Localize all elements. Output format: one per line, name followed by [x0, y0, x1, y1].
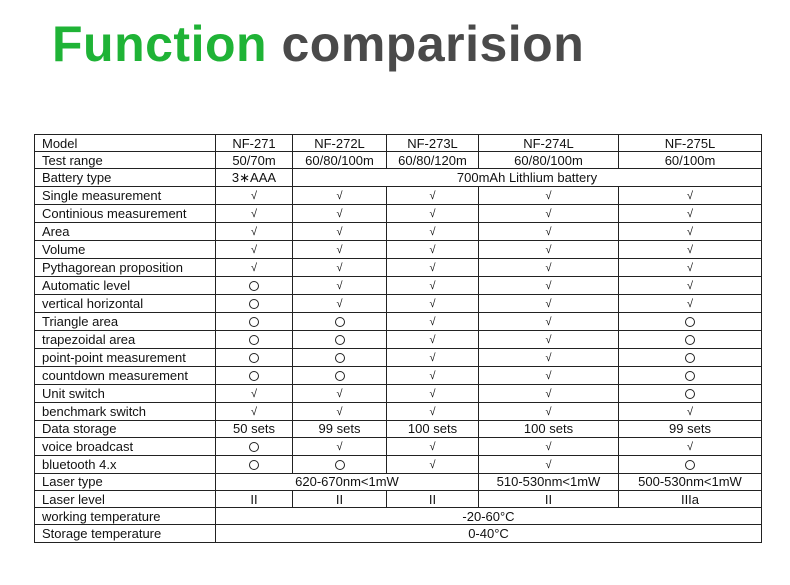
table-row: [35, 222, 762, 240]
table-cell: 60/80/100m: [293, 152, 387, 169]
table-cell: 100 sets: [479, 420, 619, 437]
supported-cell: [293, 384, 387, 402]
column-header-nf-273l: NF-273L: [387, 135, 479, 152]
column-header-nf-272l: NF-272L: [293, 135, 387, 152]
table-row: [35, 312, 762, 330]
table-cell: 99 sets: [619, 420, 762, 437]
check-icon: √: [686, 207, 694, 220]
supported-cell: [479, 312, 619, 330]
check-icon: √: [336, 243, 343, 256]
check-icon: √: [686, 225, 694, 238]
supported-cell: [387, 366, 479, 384]
check-icon: √: [336, 440, 343, 453]
table-cell: 60/80/100m: [479, 152, 619, 169]
check-icon: √: [429, 189, 436, 202]
check-icon: √: [545, 440, 552, 453]
table-row: [35, 204, 762, 222]
supported-cell: [619, 240, 762, 258]
circle-icon: [685, 460, 695, 470]
table-row: [35, 240, 762, 258]
unsupported-cell: [216, 312, 293, 330]
check-icon: √: [545, 351, 552, 364]
row-label: point-point measurement: [35, 348, 216, 366]
unsupported-cell: [216, 455, 293, 473]
table-cell: 0-40°C: [216, 525, 762, 542]
check-icon: √: [336, 225, 343, 238]
check-icon: √: [250, 405, 258, 418]
check-icon: √: [250, 225, 258, 238]
check-icon: √: [250, 261, 258, 274]
row-label: Test range: [35, 152, 216, 169]
supported-cell: [293, 186, 387, 204]
table-row: [35, 525, 762, 542]
check-icon: √: [336, 261, 343, 274]
header-row: [35, 135, 762, 152]
row-label: Laser type: [35, 473, 216, 490]
check-icon: √: [545, 261, 552, 274]
unsupported-cell: [619, 455, 762, 473]
check-icon: √: [686, 405, 694, 418]
table-cell: -20-60°C: [216, 508, 762, 525]
supported-cell: [479, 294, 619, 312]
supported-cell: [387, 276, 479, 294]
row-label: Continious measurement: [35, 204, 216, 222]
supported-cell: [479, 366, 619, 384]
unsupported-cell: [216, 437, 293, 455]
check-icon: √: [250, 243, 258, 256]
supported-cell: [479, 222, 619, 240]
row-label: Single measurement: [35, 186, 216, 204]
check-icon: √: [336, 387, 343, 400]
unsupported-cell: [293, 330, 387, 348]
supported-cell: [387, 186, 479, 204]
check-icon: √: [429, 225, 436, 238]
row-label: Data storage: [35, 420, 216, 437]
table-row: [35, 402, 762, 420]
table-cell: II: [216, 490, 293, 507]
row-label: Battery type: [35, 169, 216, 186]
supported-cell: [479, 258, 619, 276]
table-row: [35, 420, 762, 437]
table-cell: II: [387, 490, 479, 507]
supported-cell: [293, 204, 387, 222]
supported-cell: [619, 437, 762, 455]
row-label: voice broadcast: [35, 437, 216, 455]
unsupported-cell: [216, 294, 293, 312]
check-icon: √: [429, 207, 436, 220]
table-cell: 100 sets: [387, 420, 479, 437]
supported-cell: [293, 258, 387, 276]
check-icon: √: [429, 369, 436, 382]
check-icon: √: [545, 387, 552, 400]
supported-cell: [293, 240, 387, 258]
check-icon: √: [429, 405, 436, 418]
check-icon: √: [429, 279, 436, 292]
table-row: [35, 508, 762, 525]
table-cell: 620-670nm<1mW: [216, 473, 479, 490]
table-row: [35, 276, 762, 294]
supported-cell: [387, 294, 479, 312]
supported-cell: [387, 437, 479, 455]
unsupported-cell: [216, 330, 293, 348]
table-cell: 60/80/120m: [387, 152, 479, 169]
supported-cell: [479, 402, 619, 420]
circle-icon: [685, 371, 695, 381]
supported-cell: [387, 204, 479, 222]
circle-icon: [249, 335, 259, 345]
check-icon: √: [336, 405, 343, 418]
supported-cell: [619, 204, 762, 222]
check-icon: √: [545, 369, 552, 382]
table-row: [35, 348, 762, 366]
circle-icon: [249, 353, 259, 363]
row-label: Triangle area: [35, 312, 216, 330]
row-label: Laser level: [35, 490, 216, 507]
supported-cell: [479, 437, 619, 455]
circle-icon: [249, 299, 259, 309]
circle-icon: [685, 335, 695, 345]
supported-cell: [216, 258, 293, 276]
column-header-nf-275l: NF-275L: [619, 135, 762, 152]
check-icon: √: [429, 261, 436, 274]
table-row: [35, 330, 762, 348]
column-header-nf-274l: NF-274L: [479, 135, 619, 152]
check-icon: √: [545, 189, 552, 202]
check-icon: √: [545, 243, 552, 256]
table-row: [35, 437, 762, 455]
check-icon: √: [429, 315, 436, 328]
row-label: Automatic level: [35, 276, 216, 294]
supported-cell: [479, 384, 619, 402]
supported-cell: [216, 222, 293, 240]
table-row: [35, 490, 762, 507]
unsupported-cell: [293, 455, 387, 473]
circle-icon: [685, 389, 695, 399]
table-row: [35, 366, 762, 384]
check-icon: √: [429, 351, 436, 364]
supported-cell: [387, 348, 479, 366]
supported-cell: [387, 258, 479, 276]
supported-cell: [479, 276, 619, 294]
check-icon: √: [686, 261, 694, 274]
supported-cell: [619, 258, 762, 276]
table-cell: 50/70m: [216, 152, 293, 169]
row-label: Unit switch: [35, 384, 216, 402]
supported-cell: [293, 276, 387, 294]
row-label: benchmark switch: [35, 402, 216, 420]
circle-icon: [335, 353, 345, 363]
unsupported-cell: [619, 312, 762, 330]
table-body: [35, 152, 762, 542]
supported-cell: [293, 294, 387, 312]
row-label: countdown measurement: [35, 366, 216, 384]
table-cell: 500-530nm<1mW: [619, 473, 762, 490]
supported-cell: [479, 204, 619, 222]
title-highlight: Function: [52, 16, 268, 72]
supported-cell: [216, 186, 293, 204]
check-icon: √: [686, 440, 694, 453]
supported-cell: [479, 240, 619, 258]
circle-icon: [249, 371, 259, 381]
row-label: Volume: [35, 240, 216, 258]
circle-icon: [335, 317, 345, 327]
supported-cell: [293, 222, 387, 240]
unsupported-cell: [619, 384, 762, 402]
supported-cell: [479, 330, 619, 348]
row-label: Storage temperature: [35, 525, 216, 542]
title-rest: comparision: [281, 16, 585, 72]
table-row: [35, 294, 762, 312]
circle-icon: [685, 317, 695, 327]
table-cell: II: [293, 490, 387, 507]
column-header-nf-271: NF-271: [216, 135, 293, 152]
page-title: [52, 14, 584, 74]
supported-cell: [216, 384, 293, 402]
check-icon: √: [336, 297, 343, 310]
check-icon: √: [429, 243, 436, 256]
supported-cell: [387, 222, 479, 240]
unsupported-cell: [216, 366, 293, 384]
supported-cell: [619, 186, 762, 204]
check-icon: √: [686, 279, 694, 292]
circle-icon: [685, 353, 695, 363]
check-icon: √: [545, 297, 552, 310]
supported-cell: [387, 312, 479, 330]
circle-icon: [335, 335, 345, 345]
unsupported-cell: [216, 276, 293, 294]
check-icon: √: [545, 458, 552, 471]
column-header-model: Model: [35, 135, 216, 152]
table-row: [35, 384, 762, 402]
supported-cell: [293, 437, 387, 455]
row-label: Area: [35, 222, 216, 240]
supported-cell: [619, 294, 762, 312]
supported-cell: [387, 240, 479, 258]
circle-icon: [249, 442, 259, 452]
supported-cell: [216, 204, 293, 222]
check-icon: √: [250, 207, 258, 220]
circle-icon: [335, 371, 345, 381]
supported-cell: [293, 402, 387, 420]
unsupported-cell: [216, 348, 293, 366]
check-icon: √: [250, 189, 258, 202]
check-icon: √: [545, 225, 552, 238]
comparison-table: [34, 134, 762, 543]
table-row: [35, 186, 762, 204]
supported-cell: [619, 402, 762, 420]
row-label: vertical horizontal: [35, 294, 216, 312]
supported-cell: [216, 240, 293, 258]
circle-icon: [249, 281, 259, 291]
table-row: [35, 258, 762, 276]
table-cell: 60/100m: [619, 152, 762, 169]
row-label: working temperature: [35, 508, 216, 525]
table-cell: 510-530nm<1mW: [479, 473, 619, 490]
supported-cell: [216, 402, 293, 420]
unsupported-cell: [293, 366, 387, 384]
check-icon: √: [686, 243, 694, 256]
supported-cell: [479, 455, 619, 473]
table-cell: 50 sets: [216, 420, 293, 437]
check-icon: √: [336, 279, 343, 292]
unsupported-cell: [293, 348, 387, 366]
check-icon: √: [250, 387, 258, 400]
check-icon: √: [545, 333, 552, 346]
table-cell: 3∗AAA: [216, 169, 293, 186]
table-row: [35, 152, 762, 169]
table-cell: 700mAh Lithlium battery: [293, 169, 762, 186]
unsupported-cell: [619, 330, 762, 348]
table-row: [35, 455, 762, 473]
supported-cell: [387, 455, 479, 473]
circle-icon: [249, 460, 259, 470]
table-row: [35, 169, 762, 186]
supported-cell: [479, 186, 619, 204]
unsupported-cell: [293, 312, 387, 330]
check-icon: √: [429, 297, 436, 310]
check-icon: √: [545, 315, 552, 328]
table-cell: II: [479, 490, 619, 507]
supported-cell: [619, 276, 762, 294]
table-row: [35, 473, 762, 490]
row-label: bluetooth 4.x: [35, 455, 216, 473]
unsupported-cell: [619, 366, 762, 384]
circle-icon: [335, 460, 345, 470]
circle-icon: [249, 317, 259, 327]
check-icon: √: [429, 458, 436, 471]
check-icon: √: [686, 189, 694, 202]
check-icon: √: [545, 405, 552, 418]
check-icon: √: [545, 207, 552, 220]
check-icon: √: [686, 297, 694, 310]
supported-cell: [387, 384, 479, 402]
supported-cell: [619, 222, 762, 240]
check-icon: √: [429, 387, 436, 400]
table-header: [35, 135, 762, 152]
row-label: trapezoidal area: [35, 330, 216, 348]
supported-cell: [479, 348, 619, 366]
supported-cell: [387, 330, 479, 348]
check-icon: √: [545, 279, 552, 292]
unsupported-cell: [619, 348, 762, 366]
table-cell: 99 sets: [293, 420, 387, 437]
check-icon: √: [336, 207, 343, 220]
check-icon: √: [336, 189, 343, 202]
check-icon: √: [429, 333, 436, 346]
supported-cell: [387, 402, 479, 420]
table-cell: IIIa: [619, 490, 762, 507]
check-icon: √: [429, 440, 436, 453]
row-label: Pythagorean proposition: [35, 258, 216, 276]
